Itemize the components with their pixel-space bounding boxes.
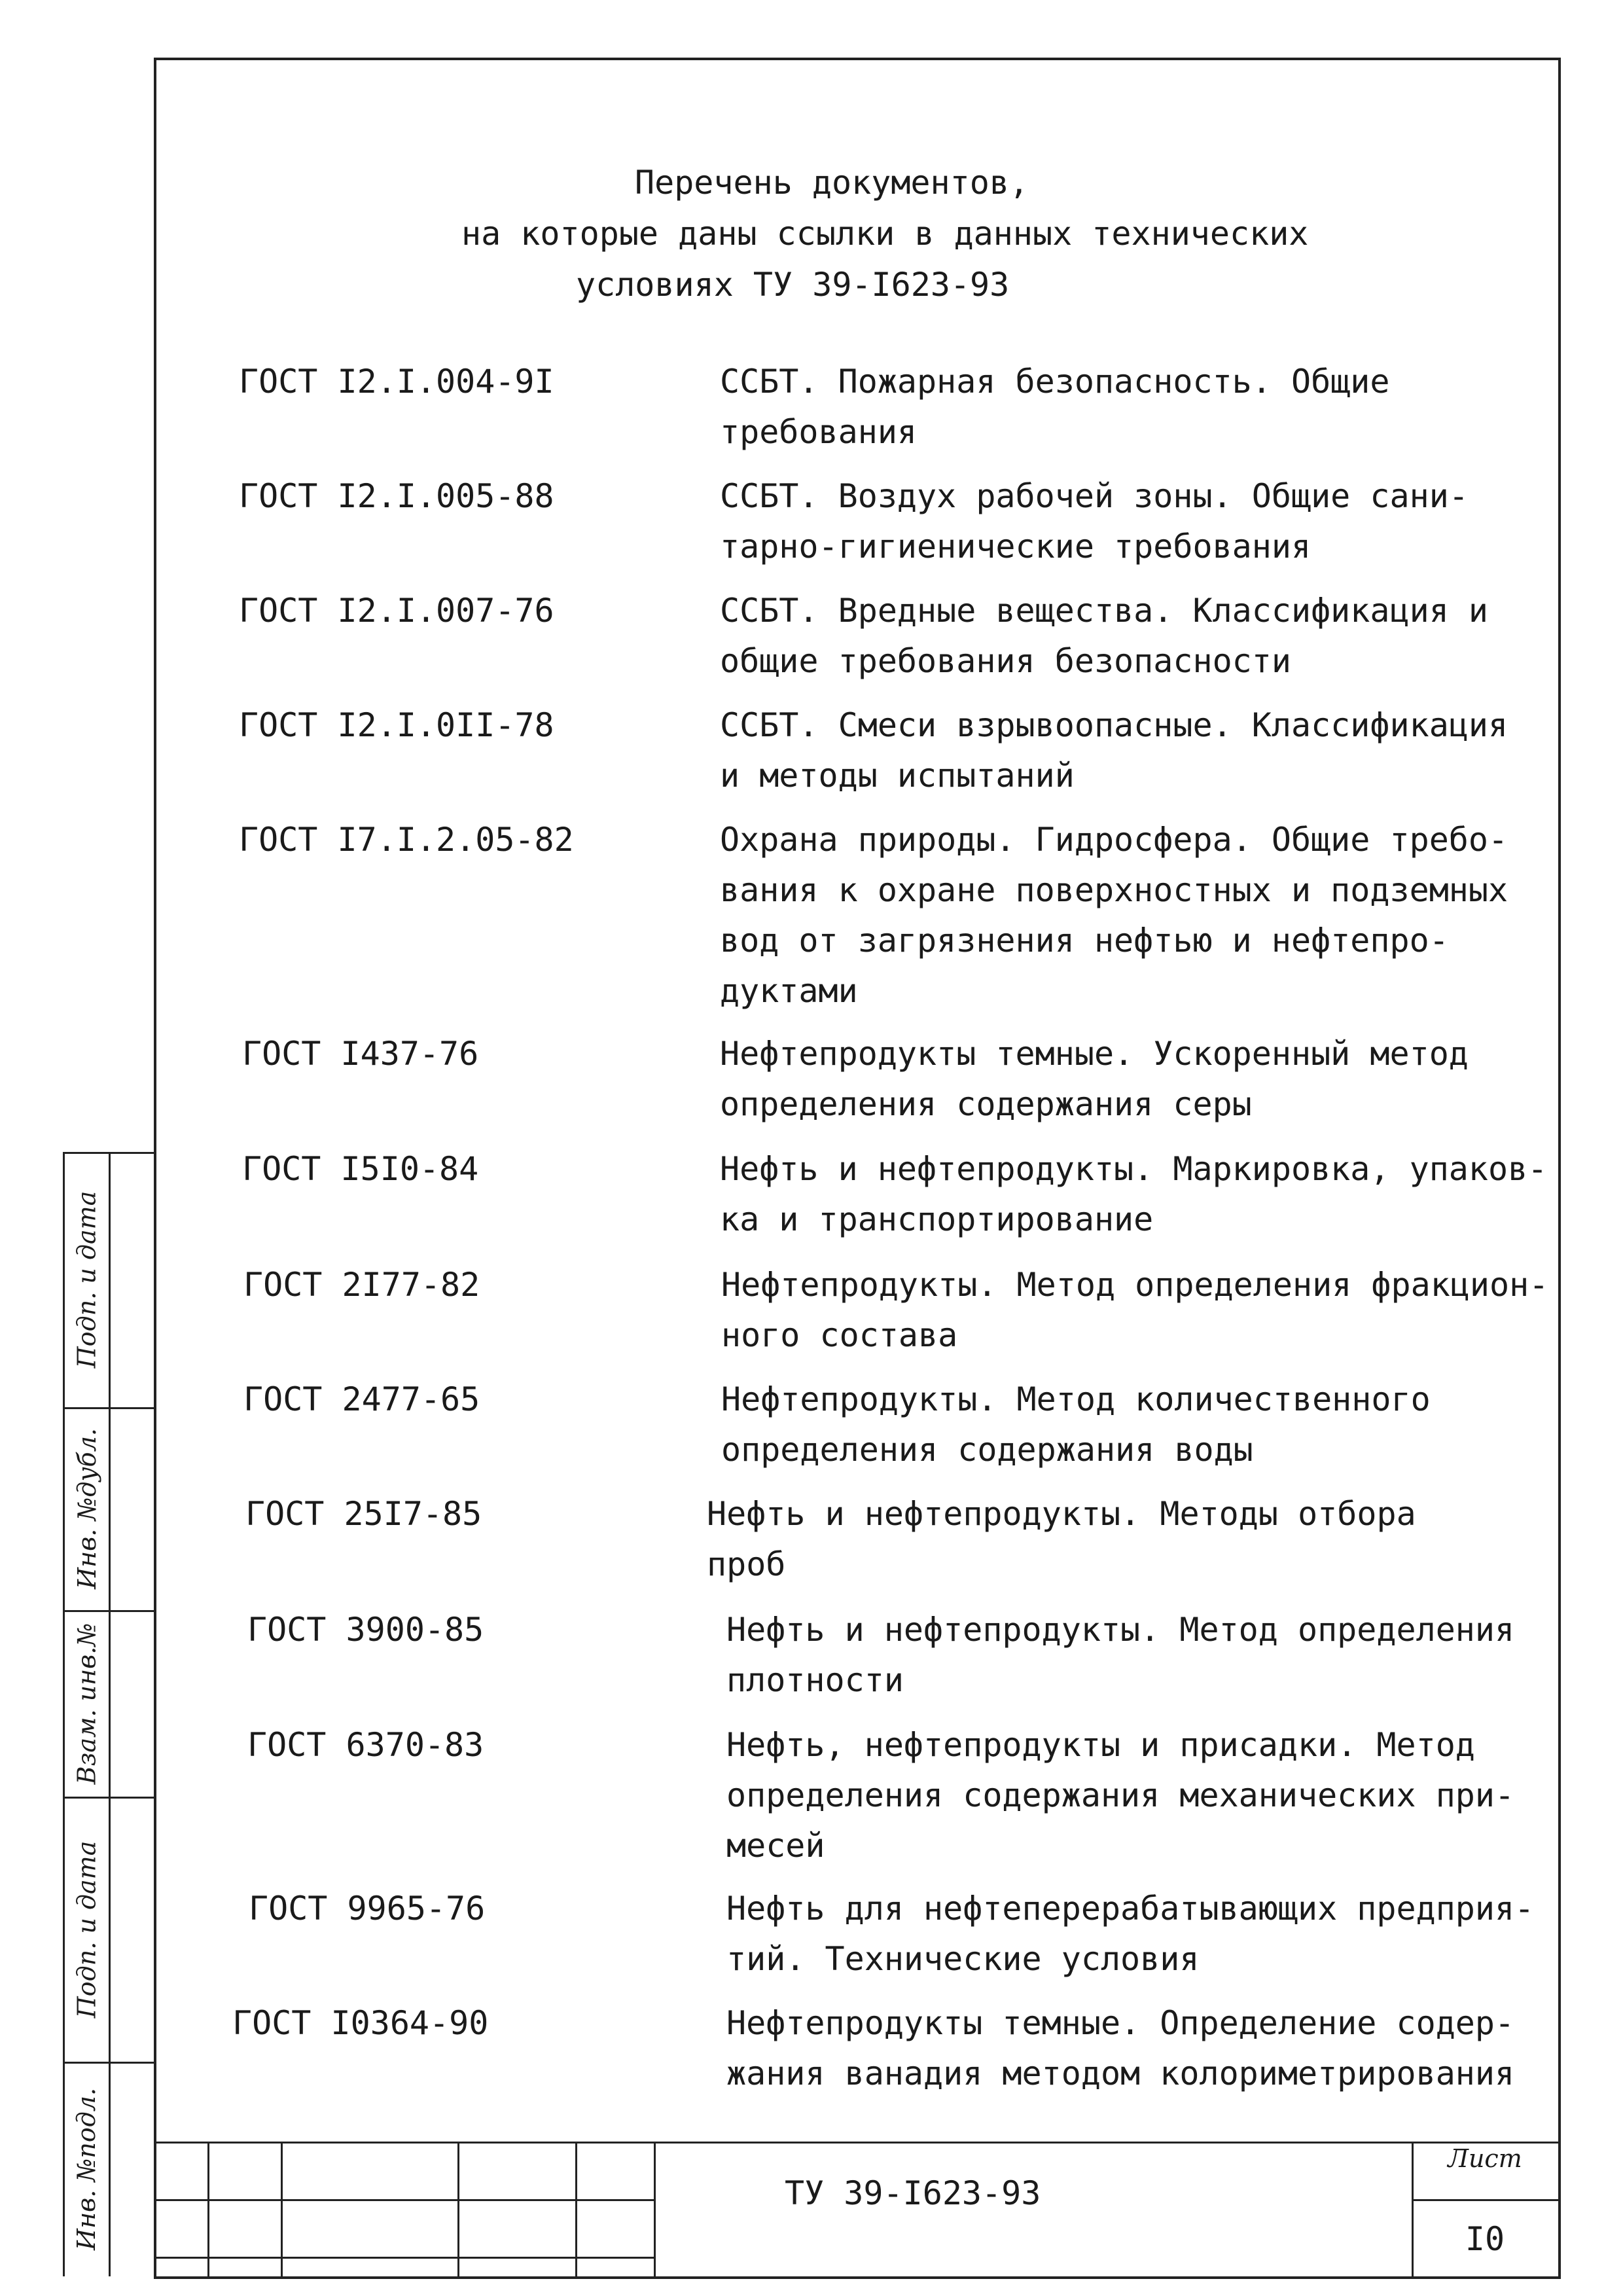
side-label-cell	[65, 1797, 109, 2062]
standard-code: ГОСТ I2.I.007-76	[239, 592, 554, 630]
side-stamp-strip	[63, 1152, 154, 2276]
standard-code: ГОСТ 2477-65	[243, 1380, 480, 1418]
standard-description: ССБТ. Воздух рабочей зоны. Общие сани- тарно-гигиенические требования	[720, 477, 1469, 565]
side-label: Подп. и дата	[72, 1191, 101, 1369]
standard-code: ГОСТ 9965-76	[249, 1890, 486, 1928]
standard-code: ГОСТ 25I7-85	[245, 1495, 482, 1533]
standard-code: ГОСТ I2.I.004-9I	[239, 363, 554, 401]
sheet-number: I0	[1465, 2220, 1505, 2258]
standard-description: Нефть и нефтепродукты. Маркировка, упаков- ка и транспортирование	[720, 1150, 1548, 1238]
sheet-label: Лист	[1448, 2144, 1522, 2173]
frame-left-border	[154, 58, 156, 2276]
standard-description: ССБТ. Смеси взрывоопасные. Классификация и методы испытаний	[720, 706, 1508, 795]
standard-description: Нефтепродукты. Метод количественного определения содержания воды	[721, 1380, 1431, 1469]
side-label-cell	[65, 1407, 109, 1610]
standard-description: Нефтепродукты темные. Определение содер- жания ванадия методом колориметрирования	[726, 2004, 1515, 2092]
standard-code: ГОСТ I0364-90	[232, 2004, 489, 2042]
heading-line-3: условиях ТУ 39-I623-93	[576, 266, 1010, 304]
standard-code: ГОСТ I2.I.005-88	[239, 477, 554, 515]
standard-description: ССБТ. Пожарная безопасность. Общие требования	[720, 363, 1390, 451]
side-label-cell	[65, 1610, 109, 1797]
standard-description: Нефтепродукты. Метод определения фракцион- ного состава	[721, 1266, 1549, 1354]
standard-code: ГОСТ I2.I.0II-78	[239, 706, 554, 744]
standard-code: ГОСТ 6370-83	[247, 1726, 484, 1764]
side-label: Подп. и дата	[72, 1840, 101, 2018]
side-label-cell	[65, 2062, 109, 2276]
heading-line-2: на которые даны ссылки в данных технических	[461, 215, 1309, 253]
standard-description: Нефть для нефтеперерабатывающих предприя- тий. Технические условия	[726, 1890, 1535, 1978]
side-label-cell	[65, 1152, 109, 1407]
standard-code: ГОСТ 2I77-82	[243, 1266, 480, 1304]
document-number: ТУ 39-I623-93	[785, 2174, 1041, 2212]
standard-description: Нефть и нефтепродукты. Метод определения плотности	[726, 1611, 1515, 1699]
standard-description: Нефть и нефтепродукты. Методы отбора проб	[707, 1495, 1416, 1583]
standard-description: Нефть, нефтепродукты и присадки. Метод определения содержания механических при- месей	[726, 1726, 1515, 1865]
standard-description: Нефтепродукты темные. Ускоренный метод определения содержания серы	[720, 1035, 1469, 1123]
frame-top-border	[154, 58, 1561, 60]
frame-bottom-border	[154, 2276, 1561, 2279]
standard-code: ГОСТ I5I0-84	[242, 1150, 479, 1188]
side-label: Взам. инв.№	[72, 1623, 101, 1784]
standard-description: Охрана природы. Гидросфера. Общие требо- вания к охране поверхностных и подземных вод от загрязнения нефтью и нефтепро- дуктами	[720, 821, 1508, 1010]
heading-line-1: Перечень документов,	[635, 164, 1029, 202]
standard-description: ССБТ. Вредные вещества. Классификация и общие требования безопасности	[720, 592, 1488, 680]
standard-code: ГОСТ 3900-85	[247, 1611, 484, 1649]
standard-code: ГОСТ I7.I.2.05-82	[239, 821, 574, 859]
side-label: Инв. №подл.	[72, 2087, 101, 2251]
side-label: Инв. №дубл.	[72, 1428, 101, 1589]
document-heading	[262, 157, 1440, 310]
standard-code: ГОСТ I437-76	[242, 1035, 479, 1073]
title-block	[156, 2142, 1558, 2276]
